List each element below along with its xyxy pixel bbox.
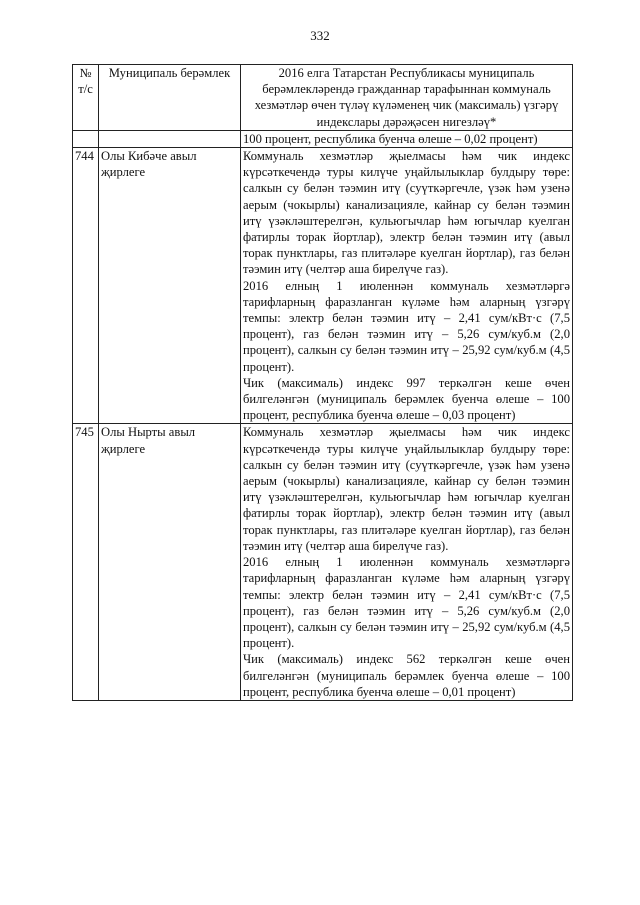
header-number: № т/с [73, 65, 99, 131]
continuation-name-cell [99, 130, 241, 147]
header-description: 2016 елга Татарстан Республикасы муниципаль берәмлекләрендә гражданнар тарафыннан коммуналь хезмәтләр өчен түләү күләменең чик (максималь) үзгәрү индекслары дәрәҗәсен нигезләү* [241, 65, 573, 131]
row-description [241, 424, 573, 700]
row-number: 745 [73, 424, 99, 700]
page-number: 332 [310, 28, 330, 43]
row-description [241, 148, 573, 424]
municipality-name: Олы Кибәче авыл җирлеге [99, 148, 241, 424]
table-row-continuation [73, 130, 573, 147]
description-paragraph: Коммуналь хезмәтләр җыелмасы һәм чик индекс күрсәткечендә туры килүче уңайлылыклар булдыру төре: салкын су белән тәэмин итү (суүткәргечле, үзәк һәм узенә аерым (чокырлы) канализацияле, кайнар су белән тәэмин итү үзәкләштерелгән, кульюгычлар һәм югычлар куелган фатирлы торак йортлар), электр белән тәэмин итү (авыл торак пунктлары, газ плитәләре куелган йортлар), газ белән тәэмин итү (челтәр аша бирелүче газ). [243, 425, 570, 553]
description-paragraph: 2016 елның 1 июленнән коммуналь хезмәтләргә тарифларның фаразланган күләме һәм аларның үзгәрү темпы: электр белән тәэмин итү – 2,41 сум/кВт·с (7,5 процент), газ белән тәэмин итү – 5,26 сум/куб.м (2,0 процент), салкын су белән тәэмин итү – 25,92 сум/куб.м (4,5 процент). [243, 278, 570, 374]
header-municipality: Муниципаль берәмлек [99, 65, 241, 131]
table-row-745 [73, 424, 573, 700]
table-header-row [73, 65, 573, 131]
continuation-num-cell [73, 130, 99, 147]
description-paragraph: Чик (максималь) индекс 997 теркәлгән кеше өчен билгеләнгән (муниципаль берәмлек буенча өлеше – 100 процент, республика буенча өлеше – 0,03 процент) [243, 375, 570, 423]
row-number: 744 [73, 148, 99, 424]
description-paragraph: 2016 елның 1 июленнән коммуналь хезмәтләргә тарифларның фаразланган күләме һәм аларның үзгәрү темпы: электр белән тәэмин итү – 2,41 сум/кВт·с (7,5 процент), газ белән тәэмин итү – 5,26 сум/куб.м (2,0 процент), салкын су белән тәэмин итү – 25,92 сум/куб.м (4,5 процент). [243, 555, 570, 651]
continuation-text: 100 процент, республика буенча өлеше – 0,02 процент) [241, 130, 573, 147]
description-paragraph: Чик (максималь) индекс 562 теркәлгән кеше өчен билгеләнгән (муниципаль берәмлек буенча өлеше – 100 процент, республика буенча өлеше – 0,01 процент) [243, 652, 570, 699]
description-paragraph: Коммуналь хезмәтләр җыелмасы һәм чик индекс күрсәткечендә туры килүче уңайлылыклар булдыру төре: салкын су белән тәэмин итү (суүткәргечле, үзәк һәм узенә аерым (чокырлы) канализацияле, кайнар су белән тәэмин итү үзәкләштерелгән, кульюгычлар һәм югычлар куелган фатирлы торак йортлар), электр белән тәэмин итү (авыл торак пунктлары, газ плитәләре куелган йортлар), газ белән тәэмин итү (челтәр аша бирелүче газ). [243, 149, 570, 277]
indices-table [72, 64, 573, 701]
table-row-744 [73, 148, 573, 424]
municipality-name: Олы Нырты авыл җирлеге [99, 424, 241, 700]
